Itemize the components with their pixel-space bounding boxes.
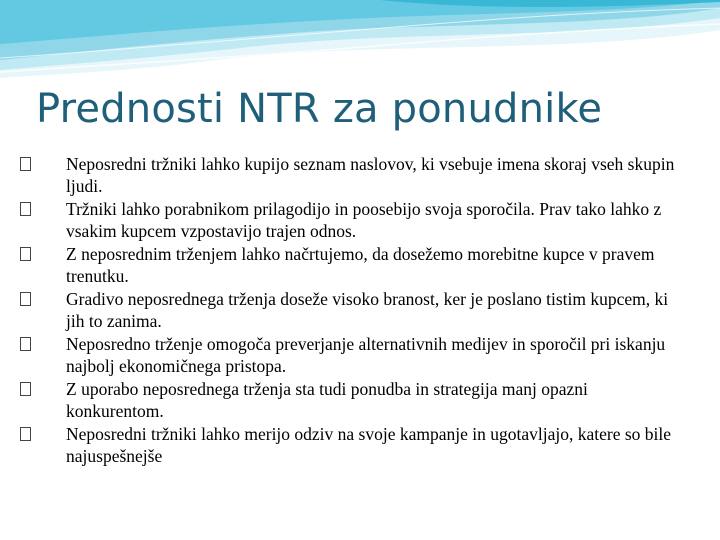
bullet-text: Tržniki lahko porabnikom prilagodijo in poosebijo svoja sporočila. Prav tako lahko z vsakim kupcem vzpostavijo trajen odnos. [66,199,662,241]
slide-title: Prednosti NTR za ponudnike [36,86,603,132]
bullet-item [20,244,680,287]
bullet-item [20,199,680,242]
empty-square-bullet-icon [20,292,31,306]
bullet-text: Neposredni tržniki lahko kupijo seznam naslovov, ki vsebuje imena skoraj vseh skupin ljudi. [66,154,675,196]
bullet-item [20,154,680,197]
bullet-item [20,379,680,422]
empty-square-bullet-icon [20,157,31,171]
bullet-text: Z neposrednim trženjem lahko načrtujemo, da dosežemo morebitne kupce v pravem trenutku. [66,244,655,286]
bullet-list [20,154,680,469]
bullet-text: Neposredni tržniki lahko merijo odziv na svoje kampanje in ugotavljajo, katere so bile najuspešnejše [66,424,672,466]
bullet-text: Gradivo neposrednega trženja doseže visoko branost, ker je poslano tistim kupcem, ki jih to zanima. [66,289,669,331]
empty-square-bullet-icon [20,247,31,261]
bullet-item [20,424,680,467]
header-wave-decoration [0,0,720,80]
empty-square-bullet-icon [20,382,31,396]
bullet-item [20,334,680,377]
empty-square-bullet-icon [20,202,31,216]
empty-square-bullet-icon [20,337,31,351]
bullet-text: Z uporabo neposrednega trženja sta tudi ponudba in strategija manj opazni konkurentom. [66,379,588,421]
empty-square-bullet-icon [20,427,31,441]
bullet-item [20,289,680,332]
bullet-text: Neposredno trženje omogoča preverjanje alternativnih medijev in sporočil pri iskanju najbolj ekonomičnega pristopa. [66,334,666,376]
